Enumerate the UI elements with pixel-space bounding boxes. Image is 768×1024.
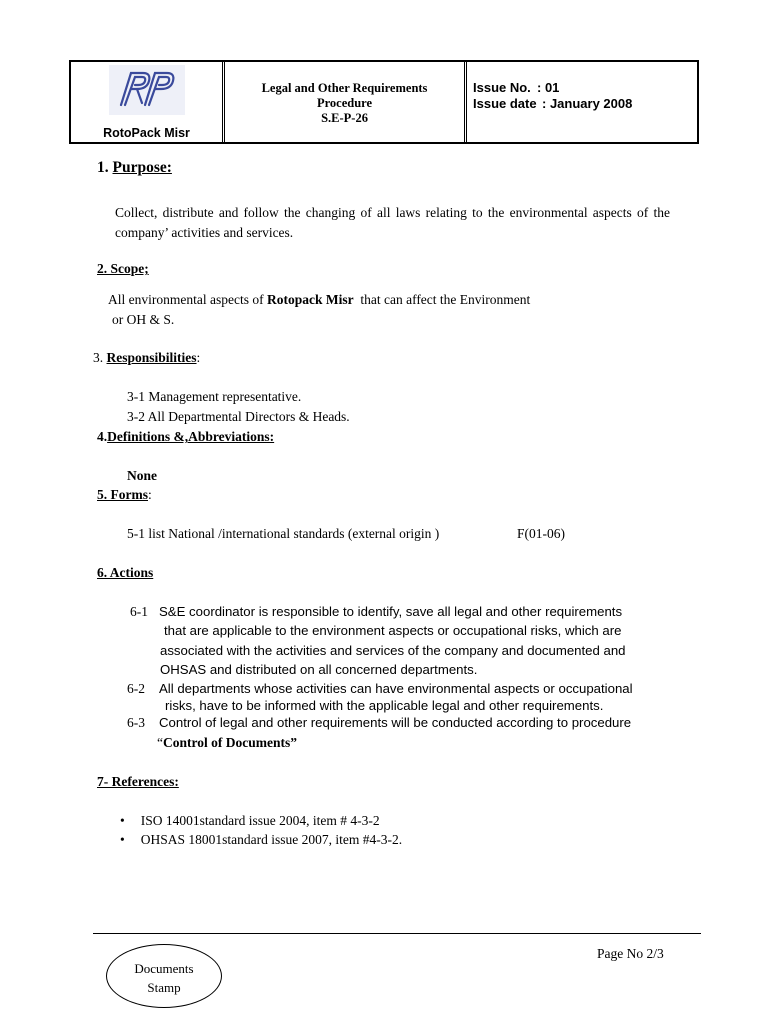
forms-title: 5. Forms [97,487,148,502]
scope-text-start: All environmental aspects of [108,292,264,307]
stamp-line1: Documents [134,961,194,976]
purpose-heading [97,159,172,177]
issue-date-label: Issue date [473,96,537,111]
header-issue-cell [467,62,697,142]
reference-text: OHSAS 18001standard issue 2007, item #4-3-2. [140,832,403,847]
actions-heading: 6. Actions [97,565,154,580]
reference-text: ISO 14001standard issue 2004, item # 4-3-2 [140,813,380,828]
issue-number-value: : 01 [537,80,560,95]
responsibilities-colon: : [196,350,201,365]
header-title-cell [225,62,467,142]
header-logo-cell [71,62,225,142]
forms-item: 5-1 list National /international standards (external origin ) [127,526,440,541]
action-text-line: OHSAS and distributed on all concerned departments. [160,662,478,677]
action-text-line: that are applicable to the environment aspects or occupational risks, which are [164,623,622,638]
footer-divider [93,933,701,934]
responsibilities-heading [93,350,200,366]
responsibilities-title: Responsibilities [106,350,197,365]
document-code: S.E-P-26 [321,111,368,125]
document-title-line1: Legal and Other Requirements [261,81,428,95]
action-text-line [157,735,297,751]
action-text-line: Control of legal and other requirements will be conducted according to procedure [159,715,632,730]
procedure-name: Control of Documents” [163,735,297,750]
definitions-number: 4. [97,429,108,444]
quote-mark: “ [157,735,163,750]
action-number: 6-2 [127,681,145,696]
scope-company: Rotopack Misr [266,292,354,307]
reference-item [120,832,402,848]
definitions-heading [97,429,274,445]
issue-date-row [473,96,697,112]
company-name: RotoPack Misr [103,126,190,140]
action-text-line: All departments whose activities can have environmental aspects or occupational [159,681,633,696]
action-text-line: associated with the activities and services of the company and documented and [160,643,626,658]
purpose-text: Collect, distribute and follow the changing of all laws relating to the environmental aspects of the company’ activities and services. [115,205,670,240]
scope-text-line2: or OH & S. [112,312,175,327]
definitions-title: Definitions &,Abbreviations: [107,429,275,444]
bullet-icon: • [120,832,125,847]
action-number: 6-1 [130,604,148,619]
forms-colon: : [148,487,152,502]
issue-number-label: Issue No. [473,80,531,95]
issue-date-value: : January 2008 [542,96,633,111]
action-number: 6-3 [127,715,145,730]
reference-item [120,813,380,829]
page-number: Page No 2/3 [597,946,664,961]
rotopack-logo-icon [109,65,185,115]
action-text-line: S&E coordinator is responsible to identify, save all legal and other requirements [159,604,623,619]
action-text-line: risks, have to be informed with the applicable legal and other requirements. [165,698,604,713]
responsibilities-number: 3. [93,350,104,365]
responsibility-item: 3-1 Management representative. [127,389,302,404]
scope-heading: 2. Scope; [97,261,149,276]
forms-item-code: F(01-06) [517,526,565,541]
references-heading: 7- References: [97,774,179,789]
document-header [69,60,699,144]
stamp-line2: Stamp [147,980,181,995]
document-title-line2: Procedure [316,96,373,110]
purpose-title: Purpose: [112,159,172,176]
bullet-icon: • [120,813,125,828]
forms-heading [97,487,152,503]
purpose-number: 1. [97,159,109,176]
scope-text [108,292,530,308]
scope-text-end: that can affect the Environment [360,292,531,307]
documents-stamp [106,944,222,1008]
responsibility-item: 3-2 All Departmental Directors & Heads. [127,409,350,424]
definitions-value: None [127,468,157,483]
issue-number-row [473,80,697,96]
